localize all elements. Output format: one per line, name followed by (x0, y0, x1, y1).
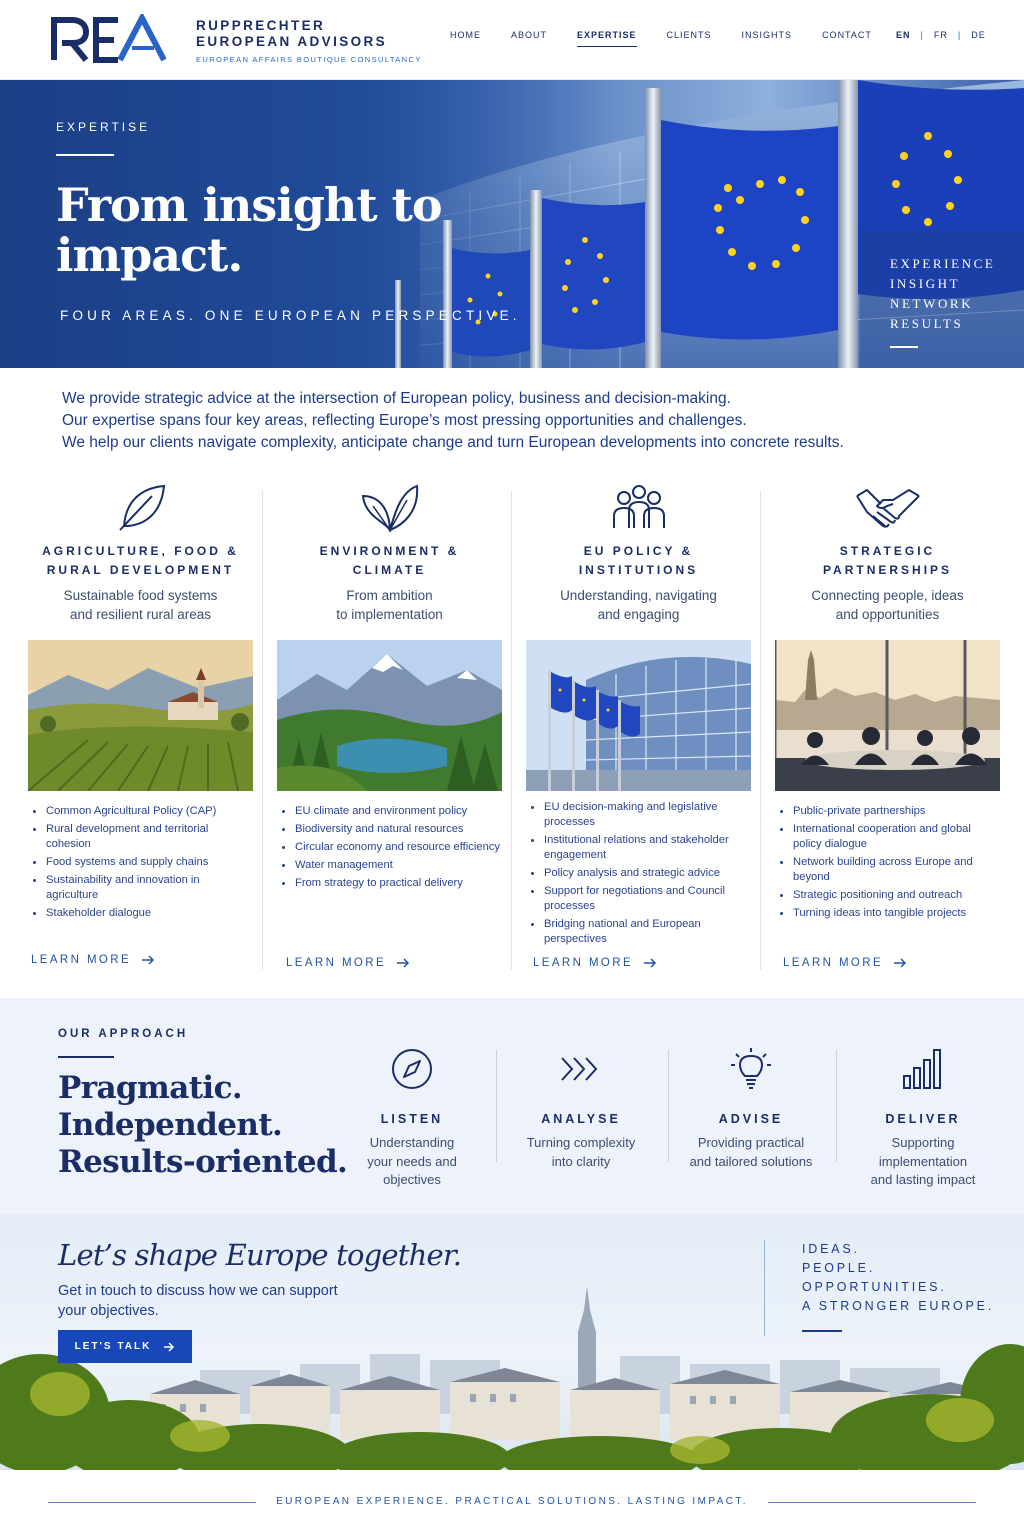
step-desc-line: your needs and (367, 1153, 457, 1169)
intro-line: We provide strategic advice at the intersection of European policy, business and decision-making. (62, 390, 731, 407)
nav-home[interactable]: HOME (450, 30, 481, 40)
bar-chart-icon (900, 1046, 946, 1092)
step-description (838, 1134, 1008, 1190)
brand-name-line1: RUPPRECHTER (196, 18, 326, 33)
footer-divider (768, 1502, 976, 1503)
intro-line: Our expertise spans four key areas, reflecting Europe’s most pressing opportunities and challenges. (62, 412, 747, 429)
cta-side-list (802, 1240, 994, 1332)
alpine-lake-image (277, 640, 502, 791)
sprout-icon (355, 482, 425, 532)
hero-eyebrow: EXPERTISE (56, 120, 151, 134)
step-desc-line: objectives (383, 1172, 441, 1187)
expertise-title-line: STRATEGIC (839, 544, 936, 558)
step-divider (836, 1050, 837, 1162)
cta-section (0, 1214, 1024, 1470)
expertise-desc-line: and resilient rural areas (69, 607, 212, 622)
hero-banner (0, 80, 1024, 368)
list-item: Common Agricultural Policy (CAP) (30, 804, 254, 819)
list-item: Biodiversity and natural resources (279, 822, 503, 837)
list-item: Circular economy and resource efficiency (279, 840, 503, 855)
hero-side-item: NETWORK (890, 296, 974, 311)
list-item: Food systems and supply chains (30, 855, 254, 870)
approach-step-listen (327, 1046, 497, 1190)
expertise-description (16, 586, 265, 624)
approach-step-analyse (496, 1046, 666, 1171)
lets-talk-label: LET'S TALK (74, 1341, 152, 1352)
nav-contact[interactable]: CONTACT (822, 30, 872, 40)
site-header (0, 0, 1024, 80)
site-footer (0, 1470, 1024, 1536)
arrow-right-icon (163, 1342, 175, 1352)
brand-name (196, 18, 387, 50)
expertise-title-line: AGRICULTURE, FOOD & (42, 544, 239, 558)
approach-step-deliver (838, 1046, 1008, 1190)
approach-divider (58, 1056, 114, 1058)
step-title: ANALYSE (541, 1112, 621, 1126)
arrow-right-icon (643, 958, 657, 968)
arrow-right-icon (141, 955, 155, 965)
expertise-title-line: EU POLICY & (583, 544, 694, 558)
hero-side-item: INSIGHT (890, 276, 961, 291)
hero-side-list (890, 254, 995, 348)
expertise-title (265, 542, 514, 580)
expertise-bullet-list (279, 804, 503, 894)
step-desc-line: Supporting (891, 1135, 955, 1150)
main-nav (450, 30, 902, 47)
approach-title-line: Pragmatic. (58, 1070, 243, 1106)
logo[interactable] (50, 14, 166, 64)
expertise-areas (16, 480, 1012, 980)
learn-more-label: LEARN MORE (286, 957, 387, 969)
expertise-description (763, 586, 1012, 624)
step-description (666, 1134, 836, 1171)
expertise-desc-line: and engaging (597, 607, 680, 622)
cta-title: Let’s shape Europe together. (58, 1238, 462, 1272)
lightbulb-icon (728, 1046, 774, 1092)
hero-title: From insight to impact. (56, 178, 442, 282)
leaf-icon (106, 482, 176, 532)
cta-side-divider (802, 1330, 842, 1332)
nav-clients[interactable]: CLIENTS (666, 30, 712, 40)
expertise-title (16, 542, 265, 580)
hero-subtitle: FOUR AREAS. ONE EUROPEAN PERSPECTIVE. (60, 308, 521, 323)
expertise-title-line: PARTNERSHIPS (822, 563, 953, 577)
lang-fr[interactable]: FR (933, 30, 948, 40)
list-item: Strategic positioning and outreach (777, 888, 1001, 903)
cta-side-item: PEOPLE. (802, 1261, 876, 1275)
expertise-card-eu-policy (514, 480, 763, 980)
expertise-desc-line: From ambition (346, 588, 433, 603)
lets-talk-button[interactable] (58, 1330, 192, 1363)
expertise-description (514, 586, 763, 624)
lang-en[interactable]: EN (896, 30, 911, 40)
approach-eyebrow: OUR APPROACH (58, 1028, 189, 1040)
eu-parliament-image (526, 640, 751, 791)
hero-side-item: EXPERIENCE (890, 256, 996, 271)
step-desc-line: into clarity (551, 1153, 611, 1169)
step-title: DELIVER (885, 1112, 961, 1126)
people-icon (604, 482, 674, 532)
step-title: ADVISE (718, 1112, 784, 1126)
brand-tagline: EUROPEAN AFFAIRS BOUTIQUE CONSULTANCY (196, 55, 422, 64)
list-item: Bridging national and European perspectives (528, 917, 752, 947)
step-desc-line: and lasting impact (870, 1172, 976, 1187)
step-desc-line: Providing practical (697, 1135, 805, 1150)
list-item: From strategy to practical delivery (279, 876, 503, 891)
step-desc-line: implementation (878, 1153, 968, 1169)
cta-subtitle-line: your objectives. (58, 1302, 159, 1319)
list-item: Turning ideas into tangible projects (777, 906, 1001, 921)
expertise-title-line: INSTITUTIONS (578, 563, 699, 577)
intro-line: We help our clients navigate complexity, anticipate change and turn European developments into concrete results. (62, 434, 844, 451)
cta-subtitle (58, 1282, 398, 1321)
expertise-card-environment (265, 480, 514, 980)
lang-separator: | (920, 30, 924, 40)
cta-subtitle-line: Get in touch to discuss how we can support (58, 1283, 338, 1299)
list-item: Water management (279, 858, 503, 873)
expertise-card-partnerships (763, 480, 1012, 980)
step-desc-line: Turning complexity (526, 1135, 636, 1150)
meeting-room-image (775, 640, 1000, 791)
expertise-bullet-list (528, 800, 752, 950)
approach-title-line: Independent. (58, 1107, 283, 1143)
nav-insights[interactable]: INSIGHTS (741, 30, 793, 40)
footer-tagline: EUROPEAN EXPERIENCE. PRACTICAL SOLUTIONS. LASTING IMPACT. (276, 1496, 748, 1507)
expertise-title (514, 542, 763, 580)
list-item: EU decision-making and legislative processes (528, 800, 752, 830)
step-desc-line: and tailored solutions (689, 1153, 813, 1169)
expertise-title-line: CLIMATE (352, 563, 427, 577)
expertise-title-line: RURAL DEVELOPMENT (46, 563, 235, 577)
nav-expertise[interactable]: EXPERTISE (577, 30, 637, 47)
step-desc-line: Understanding (369, 1135, 455, 1150)
rural-landscape-image (28, 640, 253, 791)
list-item: Stakeholder dialogue (30, 906, 254, 921)
step-title: LISTEN (380, 1112, 444, 1126)
learn-more-label: LEARN MORE (533, 957, 634, 969)
list-item: Network building across Europe and beyond (777, 855, 1001, 885)
compass-icon (389, 1046, 435, 1092)
handshake-icon (853, 482, 923, 532)
expertise-desc-line: Connecting people, ideas (811, 588, 964, 603)
lang-separator: | (957, 30, 962, 40)
list-item: Sustainability and innovation in agriculture (30, 873, 254, 903)
hero-divider (56, 154, 114, 156)
expertise-card-agriculture (16, 480, 265, 980)
arrow-right-icon (396, 958, 410, 968)
expertise-desc-line: to implementation (336, 607, 443, 622)
learn-more-label: LEARN MORE (31, 954, 132, 966)
lang-de[interactable]: DE (971, 30, 986, 40)
footer-divider (48, 1502, 256, 1503)
learn-more-link[interactable] (286, 957, 410, 969)
expertise-desc-line: Understanding, navigating (560, 588, 717, 603)
expertise-bullet-list (777, 804, 1001, 924)
expertise-description (265, 586, 514, 624)
hero-side-divider (890, 346, 918, 348)
list-item: EU climate and environment policy (279, 804, 503, 819)
cta-side-item: IDEAS. (802, 1242, 860, 1256)
chevrons-icon (558, 1046, 604, 1092)
cta-side-item: OPPORTUNITIES. (802, 1280, 947, 1294)
arrow-right-icon (893, 958, 907, 968)
step-description (327, 1134, 497, 1190)
list-item: Rural development and territorial cohesion (30, 822, 254, 852)
learn-more-label: LEARN MORE (783, 957, 884, 969)
list-item: Support for negotiations and Council processes (528, 884, 752, 914)
hero-side-item: RESULTS (890, 316, 964, 331)
approach-title-line: Results-oriented. (58, 1144, 348, 1180)
approach-title (58, 1070, 347, 1181)
cta-divider (764, 1240, 765, 1336)
learn-more-link[interactable] (533, 957, 657, 969)
expertise-desc-line: and opportunities (835, 607, 940, 622)
intro-text (62, 388, 982, 454)
learn-more-link[interactable] (31, 954, 155, 966)
expertise-title-line: ENVIRONMENT & (319, 544, 460, 558)
expertise-desc-line: Sustainable food systems (63, 588, 218, 603)
expertise-bullet-list (30, 804, 254, 924)
cta-side-item: A STRONGER EUROPE. (802, 1299, 995, 1313)
brand-name-line2: EUROPEAN ADVISORS (196, 34, 388, 49)
list-item: Public-private partnerships (777, 804, 1001, 819)
nav-about[interactable]: ABOUT (511, 30, 548, 40)
list-item: International cooperation and global policy dialogue (777, 822, 1001, 852)
expertise-title (763, 542, 1012, 580)
list-item: Institutional relations and stakeholder engagement (528, 833, 752, 863)
learn-more-link[interactable] (783, 957, 907, 969)
approach-step-advise (666, 1046, 836, 1171)
step-description (496, 1134, 666, 1171)
approach-section (0, 998, 1024, 1214)
language-switcher (896, 30, 986, 40)
list-item: Policy analysis and strategic advice (528, 866, 752, 881)
